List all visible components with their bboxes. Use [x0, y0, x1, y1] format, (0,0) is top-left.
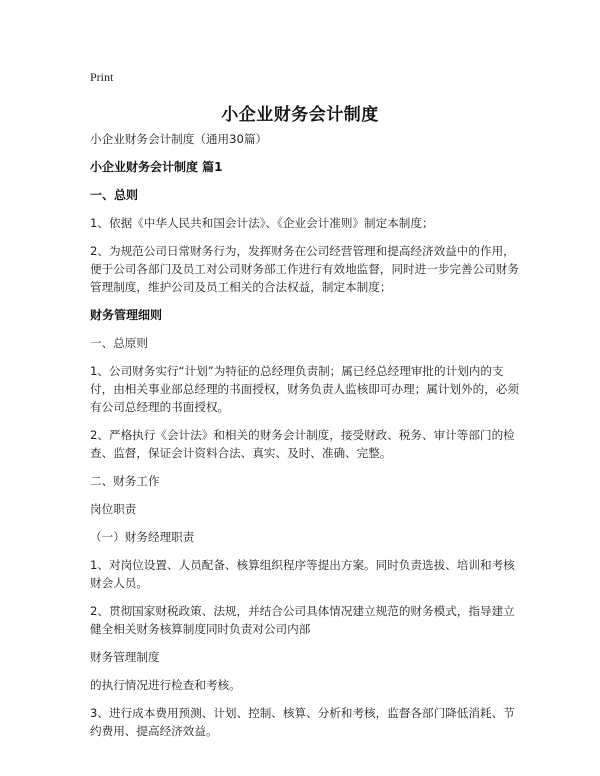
print-label: Print [90, 70, 114, 84]
paragraph: 2、严格执行《会计法》和相关的财务会计制度，接受财政、税务、审计等部门的检查、监督，保证会计资料合法、真实、及时、准确、完整。 [90, 428, 515, 460]
part-general-heading: 一、总则 [90, 188, 139, 202]
paragraph: 1、公司财务实行“计划”为特征的总经理负责制；属已经总经理审批的计划内的支付，由相关事业部总经理的书面授权，财务负责人监核即可办理；属计划外的，必须有公司总经理的书面授权。 [90, 364, 519, 414]
paragraph: 1、依据《中华人民共和国会计法》、《企业会计准则》制定本制度； [90, 216, 434, 230]
paragraph: 的执行情况进行检查和考核。 [90, 678, 241, 692]
rules-heading: 财务管理细则 [90, 308, 163, 322]
document-body [90, 130, 520, 750]
paragraph: 财务管理制度 [90, 650, 160, 664]
section-heading: 小企业财务会计制度 篇1 [90, 160, 223, 174]
subheading: 二、财务工作 [90, 474, 160, 488]
document-title: 小企业财务会计制度 [221, 105, 379, 125]
paragraph: 2、贯彻国家财税政策、法规，并结合公司具体情况建立规范的财务模式，指导建立健全相关财务核算制度同时负责对公司内部 [90, 604, 515, 636]
subheading: 一、总原则 [90, 336, 148, 350]
paragraph: 3、进行成本费用预测、计划、控制、核算、分析和考核，监督各部门降低消耗、节约费用、提高经济效益。 [90, 706, 515, 738]
paragraph: 1、对岗位设置、人员配备、核算组织程序等提出方案。同时负责选拔、培训和考核财会人员。 [90, 558, 515, 590]
paragraph: 2、为规范公司日常财务行为，发挥财务在公司经营管理和提高经济效益中的作用，便于公司各部门及员工对公司财务部工作进行有效地监督，同时进一步完善公司财务管理制度，维护公司及员工相关的合法权益，制定本制度； [90, 244, 519, 294]
document-subtitle: 小企业财务会计制度（通用30篇） [90, 132, 268, 146]
subheading: （一）财务经理职责 [90, 530, 195, 544]
subheading: 岗位职责 [90, 502, 137, 516]
